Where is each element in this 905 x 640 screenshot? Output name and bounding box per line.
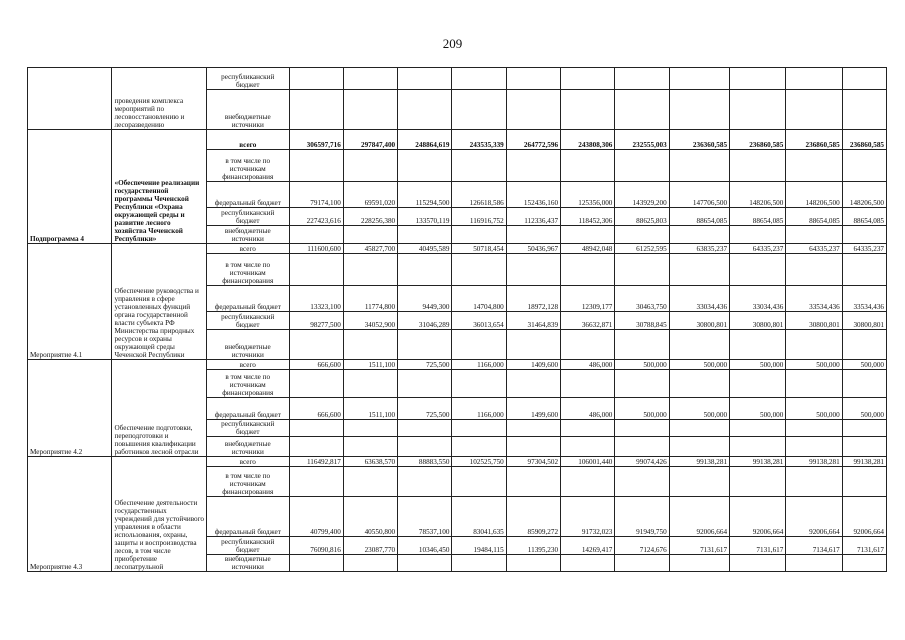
amount-cell: 243535,339: [452, 130, 506, 150]
table-row: [28, 360, 887, 370]
amount-cell: 147706,500: [669, 182, 729, 208]
amount-cell: [398, 254, 452, 286]
program-label: Мероприятие 4.1: [28, 244, 112, 360]
funding-source: республиканский бюджет: [207, 420, 289, 437]
amount-cell: [730, 555, 786, 572]
amount-cell: 500,000: [842, 360, 886, 370]
amount-cell: [730, 437, 786, 457]
amount-cell: [615, 370, 669, 398]
funding-source: федеральный бюджет: [207, 497, 289, 537]
amount-cell: 31046,289: [398, 312, 452, 330]
amount-cell: [842, 420, 886, 437]
amount-cell: [289, 555, 343, 572]
amount-cell: 30800,801: [842, 312, 886, 330]
amount-cell: [343, 437, 397, 457]
amount-cell: 232555,003: [615, 130, 669, 150]
amount-cell: 112336,437: [506, 208, 560, 226]
amount-cell: [669, 420, 729, 437]
amount-cell: 486,000: [561, 398, 615, 420]
amount-cell: [452, 330, 506, 360]
amount-cell: 91732,023: [561, 497, 615, 537]
amount-cell: 1511,100: [343, 398, 397, 420]
amount-cell: 18972,128: [506, 286, 560, 312]
amount-cell: 30463,750: [615, 286, 669, 312]
amount-cell: [452, 370, 506, 398]
amount-cell: [343, 555, 397, 572]
funding-source: республиканский бюджет: [207, 68, 289, 90]
amount-cell: 111600,600: [289, 244, 343, 254]
table-row: [28, 68, 887, 90]
amount-cell: [343, 330, 397, 360]
amount-cell: [398, 467, 452, 497]
amount-cell: [615, 555, 669, 572]
amount-cell: 500,000: [786, 398, 842, 420]
amount-cell: [730, 254, 786, 286]
amount-cell: 7131,617: [669, 537, 729, 555]
funding-source: всего: [207, 130, 289, 150]
amount-cell: 126618,586: [452, 182, 506, 208]
amount-cell: 64335,237: [730, 244, 786, 254]
amount-cell: 106001,440: [561, 457, 615, 467]
table-row: [28, 130, 887, 150]
amount-cell: 50718,454: [452, 244, 506, 254]
amount-cell: 7134,617: [786, 537, 842, 555]
amount-cell: 61252,595: [615, 244, 669, 254]
amount-cell: [506, 330, 560, 360]
amount-cell: [452, 420, 506, 437]
amount-cell: 48942,048: [561, 244, 615, 254]
amount-cell: 236360,585: [669, 130, 729, 150]
amount-cell: [615, 467, 669, 497]
amount-cell: [506, 555, 560, 572]
amount-cell: 92006,664: [842, 497, 886, 537]
amount-cell: [343, 420, 397, 437]
amount-cell: 88654,085: [669, 208, 729, 226]
amount-cell: 236860,585: [842, 130, 886, 150]
amount-cell: 725,500: [398, 360, 452, 370]
amount-cell: [289, 68, 343, 90]
amount-cell: 99074,426: [615, 457, 669, 467]
amount-cell: [398, 226, 452, 244]
amount-cell: [842, 437, 886, 457]
amount-cell: [730, 330, 786, 360]
amount-cell: [561, 150, 615, 182]
funding-source: республиканский бюджет: [207, 312, 289, 330]
amount-cell: [730, 90, 786, 130]
amount-cell: 143929,200: [615, 182, 669, 208]
amount-cell: 725,500: [398, 398, 452, 420]
amount-cell: [289, 90, 343, 130]
budget-table: [27, 67, 887, 572]
program-title: «Обеспечение реализации государственной программы Чеченской Республики «Охрана окружающей среды и развитие лесного хозяйства Чеченской Республики»: [112, 130, 207, 244]
program-title: Обеспечение подготовки, переподготовки и повышения квалификации работников лесной отрасли: [112, 360, 207, 457]
amount-cell: [842, 370, 886, 398]
amount-cell: [730, 370, 786, 398]
amount-cell: [669, 68, 729, 90]
amount-cell: 500,000: [669, 360, 729, 370]
amount-cell: 63638,570: [343, 457, 397, 467]
amount-cell: [289, 370, 343, 398]
amount-cell: [786, 68, 842, 90]
amount-cell: 133570,119: [398, 208, 452, 226]
amount-cell: [842, 555, 886, 572]
amount-cell: 99138,281: [786, 457, 842, 467]
amount-cell: [398, 370, 452, 398]
amount-cell: [452, 555, 506, 572]
amount-cell: [452, 254, 506, 286]
amount-cell: 500,000: [669, 398, 729, 420]
amount-cell: [669, 330, 729, 360]
amount-cell: 11395,230: [506, 537, 560, 555]
amount-cell: 30800,801: [669, 312, 729, 330]
amount-cell: [786, 254, 842, 286]
funding-source: внебюджетные источники: [207, 226, 289, 244]
amount-cell: 236860,585: [730, 130, 786, 150]
amount-cell: 63835,237: [669, 244, 729, 254]
amount-cell: [786, 226, 842, 244]
amount-cell: 76090,816: [289, 537, 343, 555]
amount-cell: [786, 150, 842, 182]
program-label: Мероприятие 4.3: [28, 457, 112, 572]
amount-cell: 115294,500: [398, 182, 452, 208]
amount-cell: 9449,300: [398, 286, 452, 312]
funding-source: республиканский бюджет: [207, 208, 289, 226]
amount-cell: [561, 330, 615, 360]
program-title: проведения комплекса мероприятий по лесовосстановлению и лесоразведению: [112, 68, 207, 130]
amount-cell: [452, 90, 506, 130]
amount-cell: [506, 467, 560, 497]
amount-cell: [452, 150, 506, 182]
amount-cell: [398, 150, 452, 182]
amount-cell: 78537,100: [398, 497, 452, 537]
amount-cell: 33534,436: [786, 286, 842, 312]
amount-cell: [786, 437, 842, 457]
amount-cell: [669, 555, 729, 572]
amount-cell: [786, 420, 842, 437]
amount-cell: 92006,664: [669, 497, 729, 537]
amount-cell: [398, 420, 452, 437]
program-title: Обеспечение деятельности государственных учреждений для устойчивого управления в области использования, охраны, защиты и воспроизводства лесов, в том числе приобретение лесопатрульной: [112, 457, 207, 572]
funding-source: федеральный бюджет: [207, 182, 289, 208]
amount-cell: 98277,500: [289, 312, 343, 330]
amount-cell: [561, 420, 615, 437]
amount-cell: [561, 437, 615, 457]
amount-cell: 500,000: [730, 360, 786, 370]
amount-cell: [842, 68, 886, 90]
amount-cell: 45827,700: [343, 244, 397, 254]
amount-cell: 11774,800: [343, 286, 397, 312]
amount-cell: [669, 254, 729, 286]
amount-cell: 7124,676: [615, 537, 669, 555]
amount-cell: [786, 467, 842, 497]
amount-cell: [506, 226, 560, 244]
amount-cell: [452, 68, 506, 90]
amount-cell: [561, 68, 615, 90]
amount-cell: 125356,000: [561, 182, 615, 208]
amount-cell: 31464,839: [506, 312, 560, 330]
funding-source: в том числе по источникам финансирования: [207, 150, 289, 182]
amount-cell: [615, 437, 669, 457]
amount-cell: [615, 90, 669, 130]
amount-cell: 85909,272: [506, 497, 560, 537]
amount-cell: [506, 420, 560, 437]
amount-cell: 99138,281: [669, 457, 729, 467]
amount-cell: 64335,237: [842, 244, 886, 254]
amount-cell: [615, 254, 669, 286]
amount-cell: [615, 330, 669, 360]
amount-cell: [506, 90, 560, 130]
program-label: Мероприятие 4.2: [28, 360, 112, 457]
amount-cell: 12309,177: [561, 286, 615, 312]
amount-cell: 36632,871: [561, 312, 615, 330]
amount-cell: [786, 555, 842, 572]
amount-cell: 64335,237: [786, 244, 842, 254]
funding-source: в том числе по источникам финансирования: [207, 370, 289, 398]
funding-source: в том числе по источникам финансирования: [207, 467, 289, 497]
amount-cell: 30800,801: [786, 312, 842, 330]
amount-cell: 36013,654: [452, 312, 506, 330]
amount-cell: [842, 226, 886, 244]
amount-cell: [669, 437, 729, 457]
amount-cell: 88625,803: [615, 208, 669, 226]
amount-cell: [730, 226, 786, 244]
program-title: Обеспечение руководства и управления в сфере установленных функций органа государственной власти субъекта РФ Министерства природных ресурсов и охраны окружающей среды Чеченской Республики: [112, 244, 207, 360]
amount-cell: 7131,617: [730, 537, 786, 555]
amount-cell: 83041,635: [452, 497, 506, 537]
amount-cell: [506, 437, 560, 457]
amount-cell: 666,600: [289, 398, 343, 420]
amount-cell: [506, 254, 560, 286]
amount-cell: 88883,550: [398, 457, 452, 467]
amount-cell: [730, 467, 786, 497]
amount-cell: 19484,115: [452, 537, 506, 555]
amount-cell: [669, 90, 729, 130]
amount-cell: [669, 370, 729, 398]
amount-cell: 40799,400: [289, 497, 343, 537]
amount-cell: [289, 437, 343, 457]
amount-cell: 116916,752: [452, 208, 506, 226]
amount-cell: [398, 330, 452, 360]
amount-cell: [343, 467, 397, 497]
amount-cell: [615, 226, 669, 244]
amount-cell: 228256,380: [343, 208, 397, 226]
amount-cell: [561, 555, 615, 572]
amount-cell: 33534,436: [842, 286, 886, 312]
amount-cell: 1166,000: [452, 398, 506, 420]
amount-cell: [452, 467, 506, 497]
amount-cell: [506, 68, 560, 90]
amount-cell: 33034,436: [669, 286, 729, 312]
amount-cell: [343, 68, 397, 90]
amount-cell: 88654,085: [842, 208, 886, 226]
amount-cell: 14269,417: [561, 537, 615, 555]
amount-cell: [842, 90, 886, 130]
amount-cell: [289, 150, 343, 182]
amount-cell: 1166,000: [452, 360, 506, 370]
amount-cell: [561, 254, 615, 286]
amount-cell: 69591,020: [343, 182, 397, 208]
amount-cell: [289, 226, 343, 244]
amount-cell: [842, 254, 886, 286]
amount-cell: [786, 330, 842, 360]
amount-cell: 500,000: [842, 398, 886, 420]
amount-cell: 297847,400: [343, 130, 397, 150]
amount-cell: 79174,100: [289, 182, 343, 208]
amount-cell: 13323,100: [289, 286, 343, 312]
amount-cell: [343, 226, 397, 244]
amount-cell: 500,000: [615, 398, 669, 420]
funding-source: всего: [207, 360, 289, 370]
amount-cell: [398, 555, 452, 572]
amount-cell: [452, 437, 506, 457]
amount-cell: [506, 370, 560, 398]
amount-cell: 666,600: [289, 360, 343, 370]
amount-cell: 1409,600: [506, 360, 560, 370]
amount-cell: 33034,436: [730, 286, 786, 312]
amount-cell: [730, 420, 786, 437]
amount-cell: [398, 90, 452, 130]
amount-cell: [730, 150, 786, 182]
funding-source: всего: [207, 457, 289, 467]
funding-source: внебюджетные источники: [207, 330, 289, 360]
amount-cell: [842, 467, 886, 497]
amount-cell: 1499,600: [506, 398, 560, 420]
amount-cell: 264772,596: [506, 130, 560, 150]
amount-cell: 99138,281: [842, 457, 886, 467]
amount-cell: 40495,589: [398, 244, 452, 254]
amount-cell: [452, 226, 506, 244]
amount-cell: 7131,617: [842, 537, 886, 555]
amount-cell: [561, 226, 615, 244]
amount-cell: 227423,616: [289, 208, 343, 226]
amount-cell: 148206,500: [786, 182, 842, 208]
amount-cell: [615, 68, 669, 90]
amount-cell: [289, 254, 343, 286]
amount-cell: 500,000: [615, 360, 669, 370]
amount-cell: 88654,085: [730, 208, 786, 226]
amount-cell: [561, 90, 615, 130]
amount-cell: 91949,750: [615, 497, 669, 537]
page-number: 209: [442, 36, 463, 51]
amount-cell: [669, 467, 729, 497]
amount-cell: [615, 150, 669, 182]
amount-cell: [289, 330, 343, 360]
amount-cell: [561, 467, 615, 497]
amount-cell: 500,000: [786, 360, 842, 370]
amount-cell: [506, 150, 560, 182]
amount-cell: 88654,085: [786, 208, 842, 226]
amount-cell: [669, 226, 729, 244]
funding-source: всего: [207, 244, 289, 254]
amount-cell: 40550,800: [343, 497, 397, 537]
amount-cell: [615, 420, 669, 437]
funding-source: внебюджетные источники: [207, 90, 289, 130]
amount-cell: 97304,502: [506, 457, 560, 467]
amount-cell: [289, 420, 343, 437]
amount-cell: 99138,281: [730, 457, 786, 467]
amount-cell: [669, 150, 729, 182]
funding-source: республиканский бюджет: [207, 537, 289, 555]
funding-source: внебюджетные источники: [207, 437, 289, 457]
amount-cell: 148206,500: [842, 182, 886, 208]
funding-source: федеральный бюджет: [207, 398, 289, 420]
table-row: [28, 457, 887, 467]
amount-cell: 116492,817: [289, 457, 343, 467]
funding-source: федеральный бюджет: [207, 286, 289, 312]
amount-cell: [398, 68, 452, 90]
amount-cell: 92006,664: [786, 497, 842, 537]
amount-cell: 248864,619: [398, 130, 452, 150]
amount-cell: 23087,770: [343, 537, 397, 555]
amount-cell: [786, 370, 842, 398]
amount-cell: 118452,306: [561, 208, 615, 226]
amount-cell: [289, 467, 343, 497]
amount-cell: [842, 150, 886, 182]
amount-cell: [343, 90, 397, 130]
amount-cell: [842, 330, 886, 360]
amount-cell: 92006,664: [730, 497, 786, 537]
program-label: Подпрограмма 4: [28, 130, 112, 244]
amount-cell: 152436,160: [506, 182, 560, 208]
amount-cell: 102525,750: [452, 457, 506, 467]
funding-source: внебюджетные источники: [207, 555, 289, 572]
amount-cell: [343, 370, 397, 398]
amount-cell: 500,000: [730, 398, 786, 420]
amount-cell: 1511,100: [343, 360, 397, 370]
amount-cell: 30788,845: [615, 312, 669, 330]
amount-cell: 10346,450: [398, 537, 452, 555]
amount-cell: 34052,900: [343, 312, 397, 330]
amount-cell: 236860,585: [786, 130, 842, 150]
amount-cell: 14704,800: [452, 286, 506, 312]
amount-cell: [398, 437, 452, 457]
amount-cell: 148206,500: [730, 182, 786, 208]
program-label: [28, 68, 112, 130]
amount-cell: 306597,716: [289, 130, 343, 150]
amount-cell: 50436,967: [506, 244, 560, 254]
amount-cell: [730, 68, 786, 90]
amount-cell: [343, 254, 397, 286]
table-row: [28, 244, 887, 254]
amount-cell: 243808,306: [561, 130, 615, 150]
amount-cell: [786, 90, 842, 130]
amount-cell: [343, 150, 397, 182]
funding-source: в том числе по источникам финансирования: [207, 254, 289, 286]
amount-cell: 486,000: [561, 360, 615, 370]
amount-cell: 30800,801: [730, 312, 786, 330]
amount-cell: [561, 370, 615, 398]
